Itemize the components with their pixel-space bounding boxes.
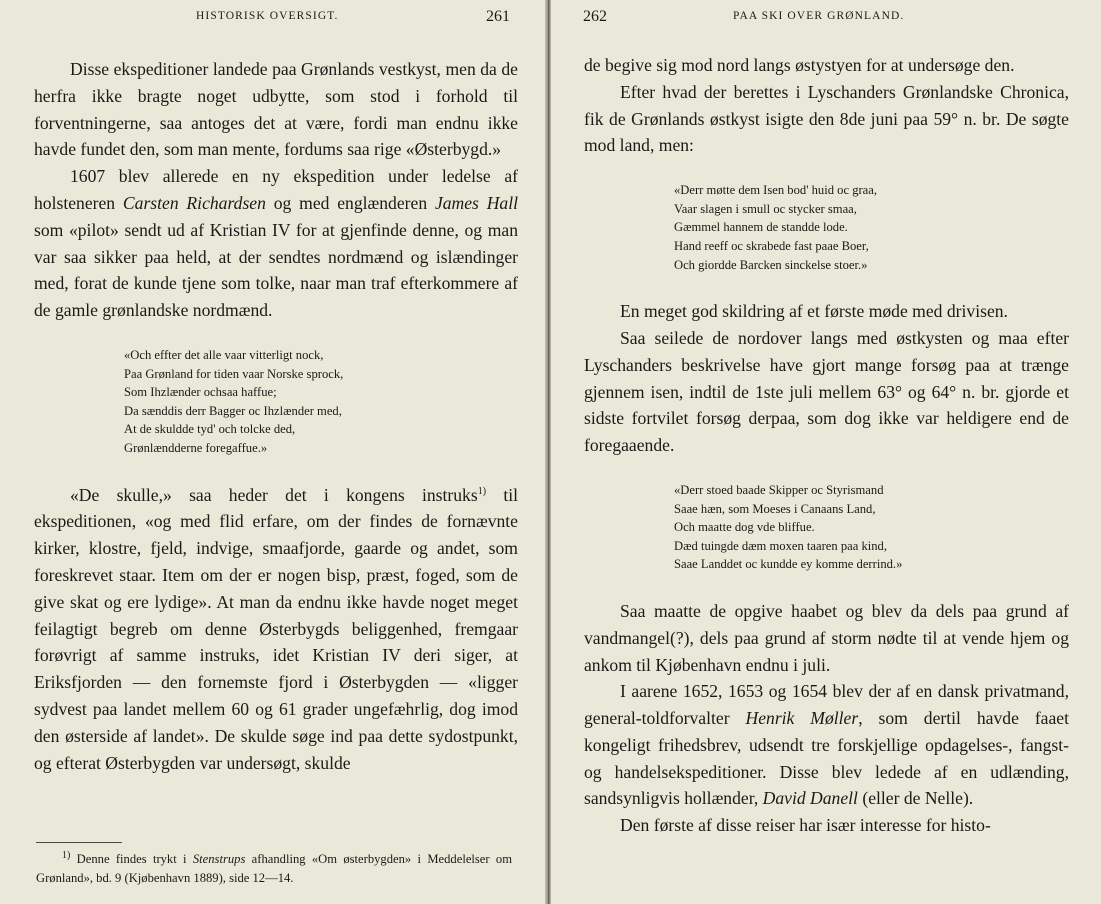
footnote: $^{1)}$ Denne findes trykt i Stenstrups afhandling «Om østerbygden» i Meddelelser om Grønland», bd. 9 (Kjøbenhavn 1889), side 12—14.	[36, 849, 513, 885]
person-name: Stenstrups	[192, 852, 246, 866]
verse-line: Grønlændderne foregaffue.»	[124, 440, 268, 455]
page-number: 262	[583, 8, 607, 25]
verse-line: Dæd tuingde dæm moxen taaren paa kind,	[674, 538, 887, 553]
verse-line: Som Ihzlænder ochsaa haffue;	[124, 385, 277, 400]
paragraph: Saa seilede de nordover langs med østkysten og maa efter Lyschanders beskrivelse have gjort mange forsøg paa at trænge gjennem isen, indtil de 1ste juli mellem 63° og 64° n. br. gjorde et sidste fortvilet forsøg derpaa, som dog ikke var heldigere end de foregaaende.	[584, 327, 1069, 456]
verse-line: Och giordde Barcken sinckelse stoer.»	[674, 257, 868, 272]
footnote-marker: 1)	[62, 849, 71, 861]
paragraph: Disse ekspeditioner landede paa Grønlands vestkyst, men da de herfra ikke bragte noget udbytte, som stod i forhold til forventningerne, saa antoges det at være, fordi man endnu ikke havde fundet den, som man mente, fordums saa rige «Østerbygd.»	[34, 59, 518, 160]
paragraph: Saa maatte de opgive haabet og blev da dels paa grund af vandmangel(?), dels paa grund af storm nødte til at vende hjem og ankom til Kjøbenhavn endnu i juli.	[584, 600, 1069, 675]
footnote-rule	[36, 842, 122, 843]
verse-quote	[34, 346, 518, 458]
verse-line: Gæmmel hannem de standde lode.	[674, 220, 848, 235]
verse-line: «Och effter det alle vaar vitterligt nock,	[124, 347, 324, 362]
verse-line: «Derr stoed baade Skipper oc Styrismand	[674, 482, 884, 497]
right-page	[551, 0, 1101, 904]
right-page-body	[584, 52, 1069, 839]
verse-line: «Derr møtte dem Isen bod' huid oc graa,	[674, 183, 878, 198]
paragraph: Efter hvad der berettes i Lyschanders Grønlandske Chronica, fik de Grønlands østkyst isigte den 8de juni paa 59° n. br. De søgte mod land, men:	[584, 81, 1069, 156]
paragraph: Den første af disse reiser har især interesse for histo-	[620, 815, 991, 836]
person-name: David Danell	[762, 788, 858, 809]
paragraph: «De skulle,» saa heder det i kongens instruks$^{1)}$ til ekspeditionen, «og med flid erfare, om der findes de fornævnte kirker, klostre, fjeld, indvige, smaafjorde, gaarde og andet, som foreskrevet staar. Item om der er nogen bisp, præst, foged, som de give skat og ere lydige». At man da endnu ikke havde noget meget feilagtigt begreb om denne Østerbygds beliggenhed, fremgaar forøvrigt af samme instruks, idet Kristian IV deri siger, at Eriksfjorden — den fornemste fjord i Østerbygden — «ligger sydvest paa landet mellem 60 og 61 grader ungefæhrlig, dog imod den østerside af landet». De skulde søge ind paa dette sydostpunkt, og efterat Østerbygden var undersøgt, skulde	[34, 484, 518, 773]
running-title: PAA SKI OVER GRØNLAND.	[733, 10, 905, 22]
running-title: HISTORISK OVERSIGT.	[196, 10, 339, 22]
verse-line: Hand reeff oc skrabede fast paae Boer,	[674, 238, 869, 253]
person-name: James Hall	[434, 192, 518, 213]
person-name: Henrik Møller	[745, 708, 859, 729]
verse-line: Och maatte dog vde bliffue.	[674, 520, 815, 535]
left-page	[0, 0, 545, 904]
paragraph: En meget god skildring af et første møde med drivisen.	[620, 301, 1008, 322]
verse-line: At de skuldde tyd' och tolcke ded,	[124, 422, 296, 437]
verse-quote	[584, 181, 1069, 274]
verse-line: Paa Grønland for tiden vaar Norske sprock,	[124, 366, 344, 381]
verse-line: Da sænddis derr Bagger oc Ihzlænder med,	[124, 403, 342, 418]
paragraph: I aarene 1652, 1653 og 1654 blev der af en dansk privatmand, general-toldforvalter Henrik Møller, som dertil havde faaet kongeligt frihedsbrev, udsendt tre forskjellige opdagelses-, fangst- og handelsekspeditioner. Disse blev ledede af en udlænding, sandsynligvis hollænder, David Danell (eller de Nelle).	[584, 681, 1070, 809]
footnote-ref: 1)	[477, 485, 487, 497]
verse-line: Saae Landdet oc kundde ey komme derrind.»	[674, 557, 903, 572]
verse-line: Vaar slagen i smull oc stycker smaa,	[674, 201, 857, 216]
verse-line: Saae hæn, som Moeses i Canaans Land,	[674, 501, 876, 516]
verse-quote	[584, 481, 1069, 574]
left-page-body	[34, 56, 518, 776]
person-name: Carsten Richardsen	[122, 192, 266, 213]
page-number: 261	[486, 8, 510, 25]
paragraph: de begive sig mod nord langs østystyen for at undersøge den.	[584, 55, 1015, 75]
paragraph: 1607 blev allerede en ny ekspedition under ledelse af holsteneren Carsten Richardsen og med englænderen James Hall som «pilot» sendt ud af Kristian IV for at gjenfinde denne, og man var saa sikker paa held, at der sendtes nordmænd og islændinger med, forat de kunde tjene som tolke, naar man traf efterkommere af de gamle grønlandske nordmænd.	[34, 166, 518, 321]
